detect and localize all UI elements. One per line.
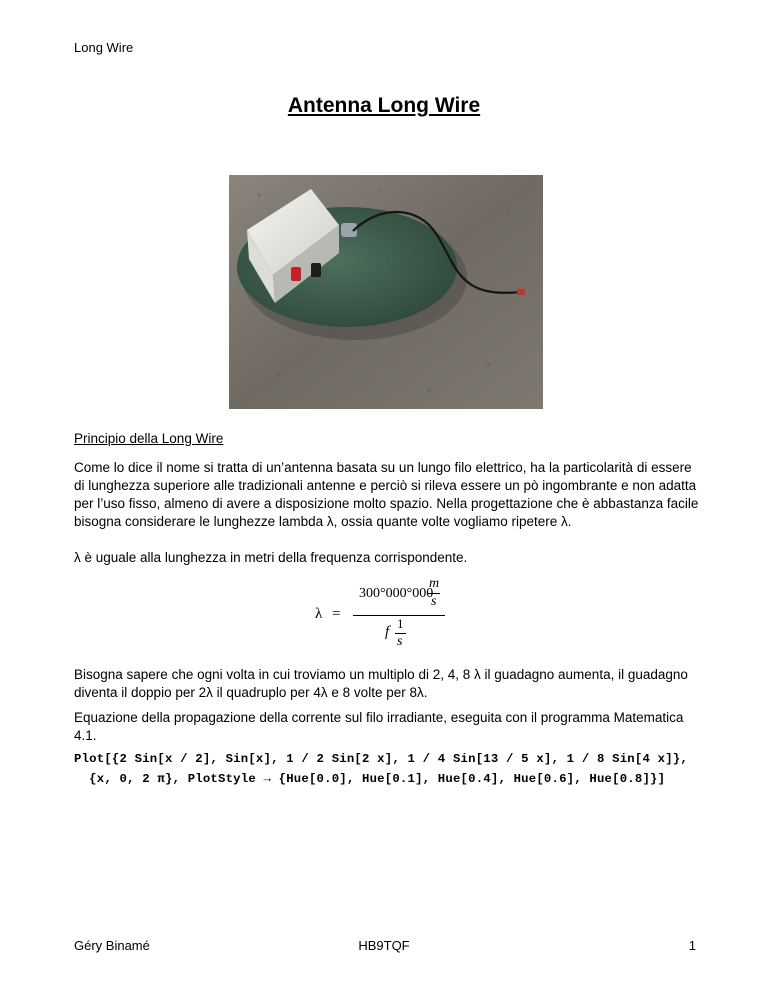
- footer-page-number: 1: [688, 938, 696, 953]
- formula-numerator-value: 300°000°000: [359, 586, 434, 601]
- formula-denominator-one: 1: [397, 616, 404, 631]
- antenna-photo: [229, 175, 543, 409]
- footer-callsign: HB9TQF: [358, 938, 410, 953]
- paragraph-equazione: Equazione della propagazione della corrente sul filo irradiante, eseguita con il programma Matematica 4.1.: [74, 710, 684, 743]
- page-header: Long Wire: [74, 40, 134, 55]
- lambda-formula: [0, 578, 768, 658]
- page-title: Antenna Long Wire: [287, 94, 481, 117]
- code-line-2: {x, 0, 2 π}, PlotStyle → {Hue[0.0], Hue[0.1], Hue[0.4], Hue[0.6], Hue[0.8]}]: [74, 772, 666, 786]
- paragraph-multipli: Bisogna sapere che ogni volta in cui troviamo un multiplo di 2, 4, 8 λ il guadagno aumenta, il guadagno diventa il doppio per 2λ il quadruplo per 4λ e 8 volte per 8λ.: [74, 667, 688, 700]
- section-heading: Principio della Long Wire: [74, 431, 224, 446]
- footer-author: Géry Binamé: [74, 938, 150, 953]
- formula-equals: =: [332, 606, 341, 622]
- formula-unit-s: s: [431, 594, 437, 609]
- formula-lhs: λ: [315, 606, 323, 622]
- formula-denominator-s: s: [397, 634, 403, 649]
- formula-denominator-f: f: [385, 624, 390, 640]
- formula-unit-m: m: [429, 576, 440, 591]
- paragraph-lambda: λ è uguale alla lunghezza in metri della frequenza corrispondente.: [74, 550, 468, 565]
- paragraph-intro: Come lo dice il nome si tratta di un’antenna basata su un lungo filo elettrico, ha la particolarità di essere di lunghezza superiore alle tradizionali antenne e perciò si rileva essere un pò ingombrante e non adatta per l’uso fisso, almeno di avere a disposizione molto spazio. Nella progettazione che è abbastanza facile bisogna considerare le lunghezze lambda λ, ossia quante volte vogliamo ripetere λ.: [74, 460, 699, 529]
- code-line-1: Plot[{2 Sin[x / 2], Sin[x], 1 / 2 Sin[2 x], 1 / 4 Sin[13 / 5 x], 1 / 8 Sin[4 x]},: [74, 752, 688, 766]
